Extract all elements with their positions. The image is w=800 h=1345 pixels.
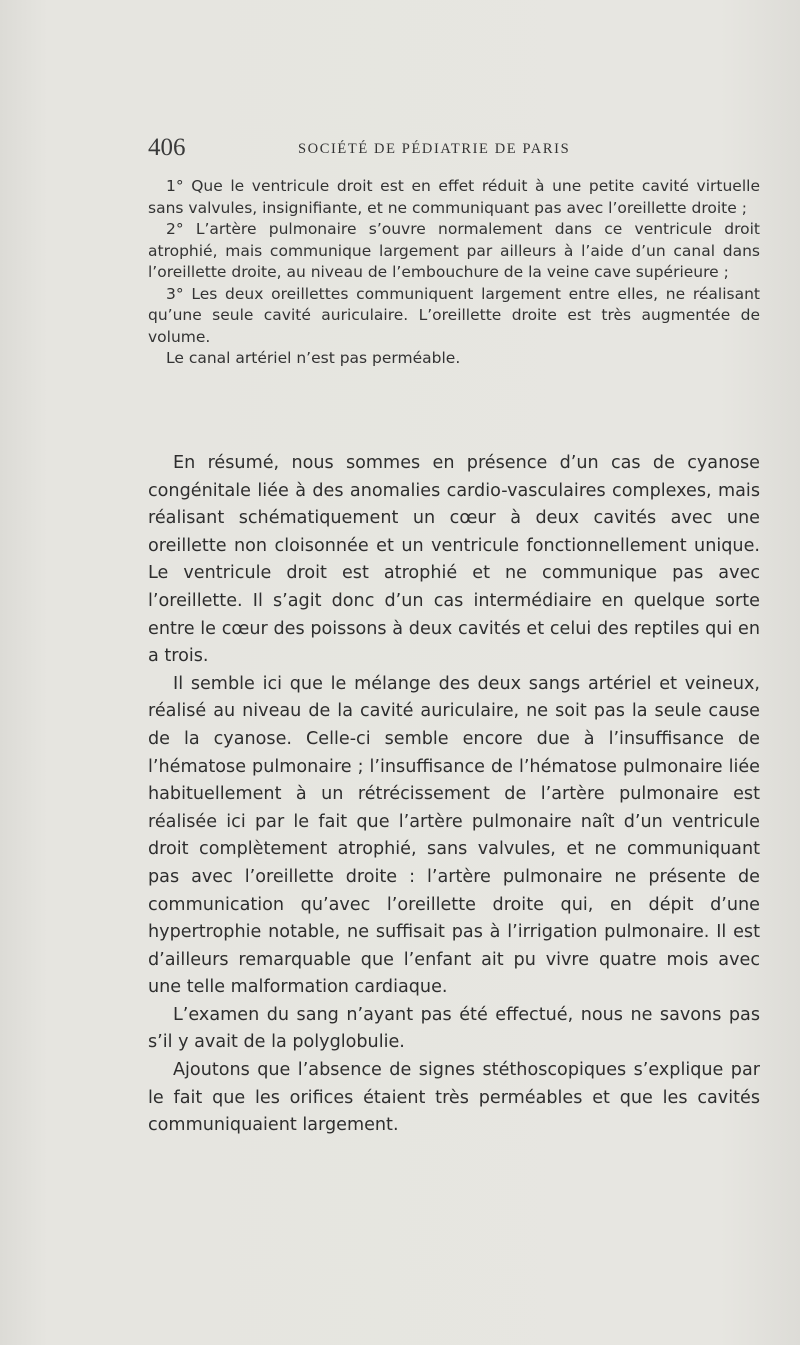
body-paragraph: En résumé, nous sommes en présence d’un cas de cyanose congénitale liée à des anomalies cardio-vasculaires complexes, mais réalisant schématiquement un cœur à deux cavités avec une oreillette non cloisonnée et un ventricule fonctionnellement unique. Le ventricule droit est atrophié et ne communique pas avec l’oreillette. Il s’agit donc d’un cas intermédiaire en quelque sorte entre le cœur des poissons à deux cavités et celui des reptiles qui en a trois. <box>148 453 760 667</box>
finding-paragraph: 3° Les deux oreillettes communiquent largement entre elles, ne réalisant qu’une seule cavité auriculaire. L’oreillette droite est très augmentée de volume. <box>148 284 760 346</box>
body-paragraph: Ajoutons que l’absence de signes stéthoscopiques s’explique par le fait que les orifices étaient très perméables et que les cavités communiquaient largement. <box>148 1060 760 1136</box>
page-number: 406 <box>148 134 186 161</box>
discussion-text <box>148 450 760 1140</box>
body-paragraph: Il semble ici que le mélange des deux sangs artériel et veineux, réalisé au niveau de la cavité auriculaire, ne soit pas la seule cause de la cyanose. Celle-ci semble encore due à l’insuffisance de l’hématose pulmonaire ; l’insuffisance de l’hématose pulmonaire liée habituellement à un rétrécissement de l’artère pulmonaire est réalisée ici par le fait que l’artère pulmonaire naît d’un ventricule droit complètement atrophié, sans valvules, et ne communiquant pas avec l’oreillette droite : l’artère pulmonaire ne présente de communication qu’avec l’oreillette droite qui, en dépit d’une hypertrophie notable, ne suffisait pas à l’irrigation pulmonaire. Il est d’ailleurs remarquable que l’enfant ait pu vivre quatre mois avec une telle malformation cardiaque. <box>148 673 760 998</box>
finding-paragraph: Le canal artériel n’est pas perméable. <box>166 349 461 367</box>
autopsy-findings <box>148 176 760 370</box>
finding-paragraph: 2° L’artère pulmonaire s’ouvre normalement dans ce ventricule droit atrophié, mais communique largement par ailleurs à l’aide d’un canal dans l’oreillette droite, au niveau de l’embouchure de la veine cave supérieure ; <box>148 220 760 281</box>
running-head: SOCIÉTÉ DE PÉDIATRIE DE PARIS <box>298 141 571 157</box>
body-paragraph: L’examen du sang n’ayant pas été effectué, nous ne savons pas s’il y avait de la polyglobulie. <box>148 1004 760 1053</box>
page-header <box>148 134 748 164</box>
finding-paragraph: 1° Que le ventricule droit est en effet réduit à une petite cavité virtuelle sans valvules, insignifiante, et ne communiquant pas avec l’oreillette droite ; <box>148 177 760 217</box>
